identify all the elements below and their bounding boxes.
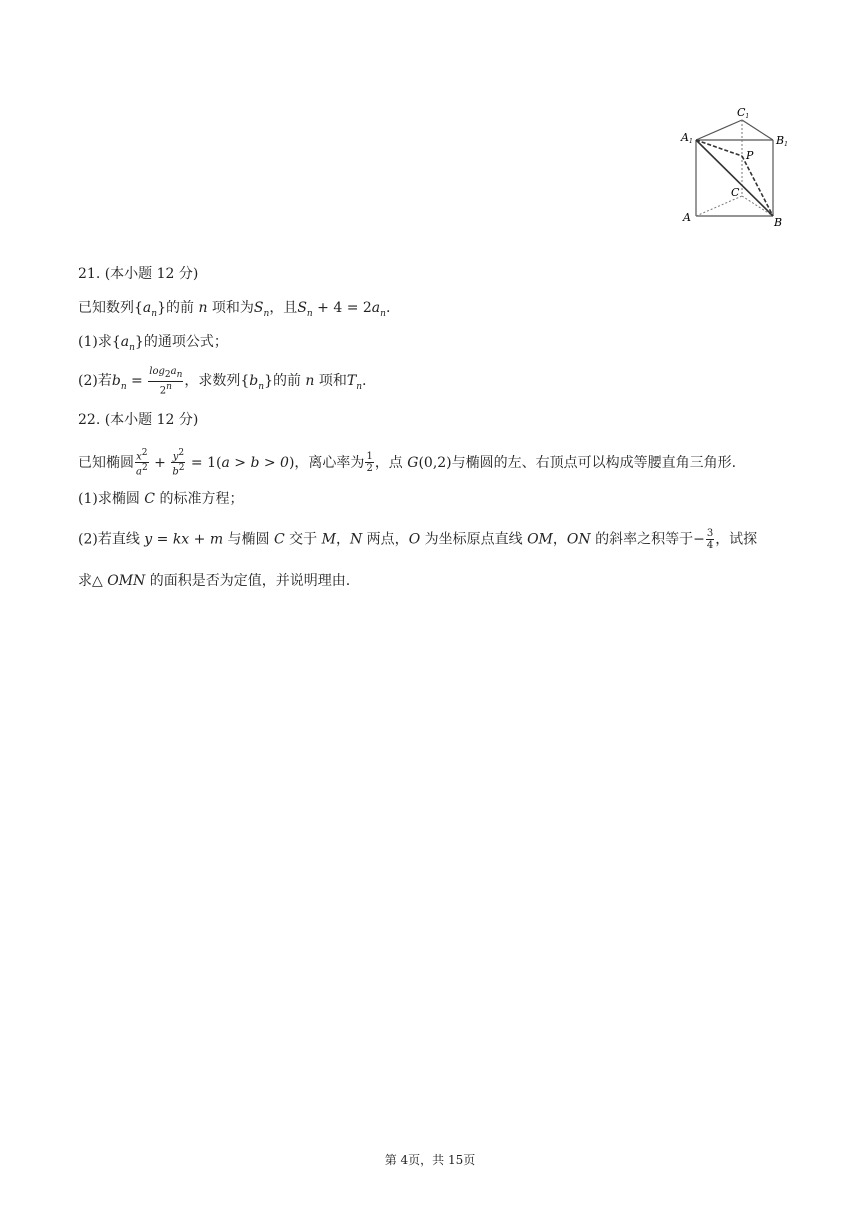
prism-figure: [676, 102, 792, 232]
edge-A1C1: [696, 120, 742, 140]
segment-A1P: [696, 140, 742, 156]
label-P: P: [746, 149, 754, 162]
q21-stem: 已知数列$\{a_n\}$的前 n 项和为$S_n$，且$S_n + 4 = 2a_n$.: [78, 300, 391, 319]
label-C: C: [731, 186, 740, 199]
y2-over-b2: $\frac{y^2}{b^2}$: [172, 448, 185, 478]
page-footer: 第 4页，共 15页: [384, 1153, 476, 1167]
diagonal-A1B: [696, 140, 773, 216]
q22-part2: (2)若直线 y = kx + m 与椭圆 C 交于 M，N 两点，O 为坐标原点直线 OM，ON 的斜率之积等于− $\frac{3}{4}$ ，试探: [78, 528, 758, 551]
log-fraction: $\frac{\log_2a_n}{2^n}$: [149, 366, 183, 397]
segment-PB: [742, 156, 773, 216]
label-C1: C1: [737, 106, 750, 120]
label-B1: B1: [776, 134, 788, 148]
eccentricity-fraction: $\frac{1}{2}$: [366, 451, 373, 475]
q22-part2-cont: 求△ OMN 的面积是否为定值，并说明理由.: [78, 573, 351, 589]
x2-over-a2: $\frac{x^2}{a^2}$: [136, 448, 148, 478]
q22-header: 22. (本小题 12 分): [78, 412, 199, 428]
label-B: B: [774, 216, 783, 229]
prism-diagram: [676, 102, 792, 232]
q21-part2: (2)若$b_n$ = $\frac{\log_2a_n}{2^n}$ ，求数列$\{b_n\}$的前 n 项和$T_n$.: [78, 366, 367, 397]
label-A1: A1: [681, 131, 693, 145]
q21-part1: (1)求$\{a_n\}$的通项公式；: [78, 334, 228, 353]
q21-header: 21. (本小题 12 分): [78, 266, 199, 282]
edge-C1B1: [742, 120, 773, 140]
label-A: A: [683, 211, 691, 224]
slope-product-fraction: $\frac{3}{4}$: [706, 528, 714, 551]
edge-AC: [696, 196, 742, 216]
q22-stem: 已知椭圆 $\frac{x^2}{a^2}$ + $\frac{y^2}{b^2}$ = 1(a > b > 0)，离心率为 $\frac{1}{2}$ ，点 G(0,2)与椭圆的左、右顶点可以构成等腰直角三角形.: [78, 448, 737, 478]
q22-part1: (1)求椭圆 C 的标准方程；: [78, 491, 244, 507]
